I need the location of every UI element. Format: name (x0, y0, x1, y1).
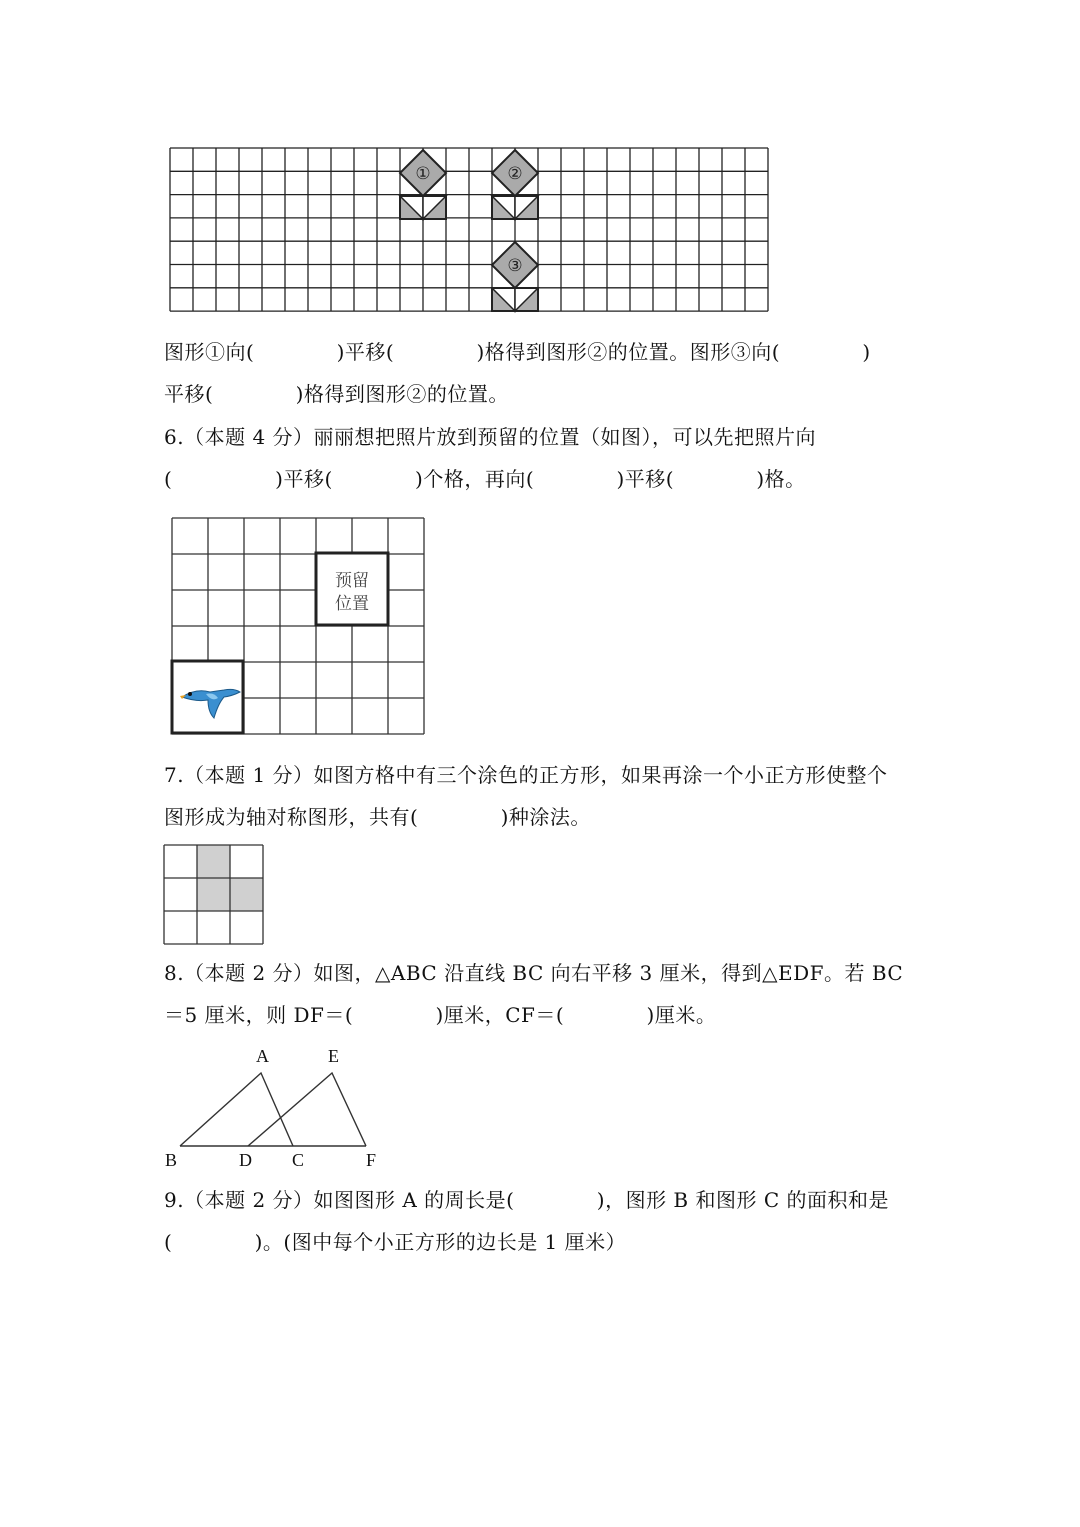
q9-line-2: ( )。(图中每个小正方形的边长是 1 厘米） (164, 1230, 627, 1254)
q9-line-1: 9.（本题 2 分）如图图形 A 的周长是( )，图形 B 和图形 C 的面积和是 (164, 1188, 890, 1212)
q5-line-2: 平移( )格得到图形②的位置。 (164, 382, 509, 406)
point-a-label: A (256, 1046, 269, 1066)
q6-line-2: ( )平移( )个格，再向( )平移( )格。 (164, 467, 806, 491)
shape-1-label: ① (415, 164, 431, 184)
point-e-label: E (328, 1046, 339, 1066)
q5-line-1: 图形①向( )平移( )格得到图形②的位置。图形③向( ) (164, 340, 871, 364)
reserved-label-1: 预留 (335, 571, 369, 591)
point-c-label: C (292, 1150, 305, 1170)
q6-line-1: 6.（本题 4 分）丽丽想把照片放到预留的位置（如图），可以先把照片向 (164, 425, 817, 449)
point-f-label: F (366, 1150, 377, 1170)
shaded-square-3 (230, 878, 263, 911)
q7-line-1: 7.（本题 1 分）如图方格中有三个涂色的正方形，如果再涂一个小正方形使整个 (164, 763, 888, 787)
shape-3-label: ③ (507, 256, 523, 276)
shape-3 (492, 242, 538, 311)
triangle-translation-figure (160, 1040, 390, 1172)
q8-line-1: 8.（本题 2 分）如图，△ABC 沿直线 BC 向右平移 3 厘米，得到△EDF。若 BC (164, 961, 904, 985)
shaded-square-2 (197, 878, 230, 911)
q8-line-2: ＝5 厘米，则 DF＝( )厘米，CF＝( )厘米。 (164, 1003, 717, 1027)
point-b-label: B (165, 1150, 178, 1170)
point-d-label: D (239, 1150, 252, 1170)
shape-2 (492, 150, 538, 219)
grid-lines (170, 148, 768, 311)
photo-grid-figure (170, 516, 428, 738)
triangle-abc (180, 1073, 293, 1146)
shape-2-label: ② (507, 164, 523, 184)
symmetry-grid-figure (162, 843, 266, 945)
shaded-square-1 (197, 845, 230, 878)
q7-line-2: 图形成为轴对称图形，共有( )种涂法。 (164, 805, 591, 829)
reserved-label-2: 位置 (335, 594, 369, 614)
shape-1 (400, 150, 446, 219)
translation-grid-figure (168, 146, 772, 316)
